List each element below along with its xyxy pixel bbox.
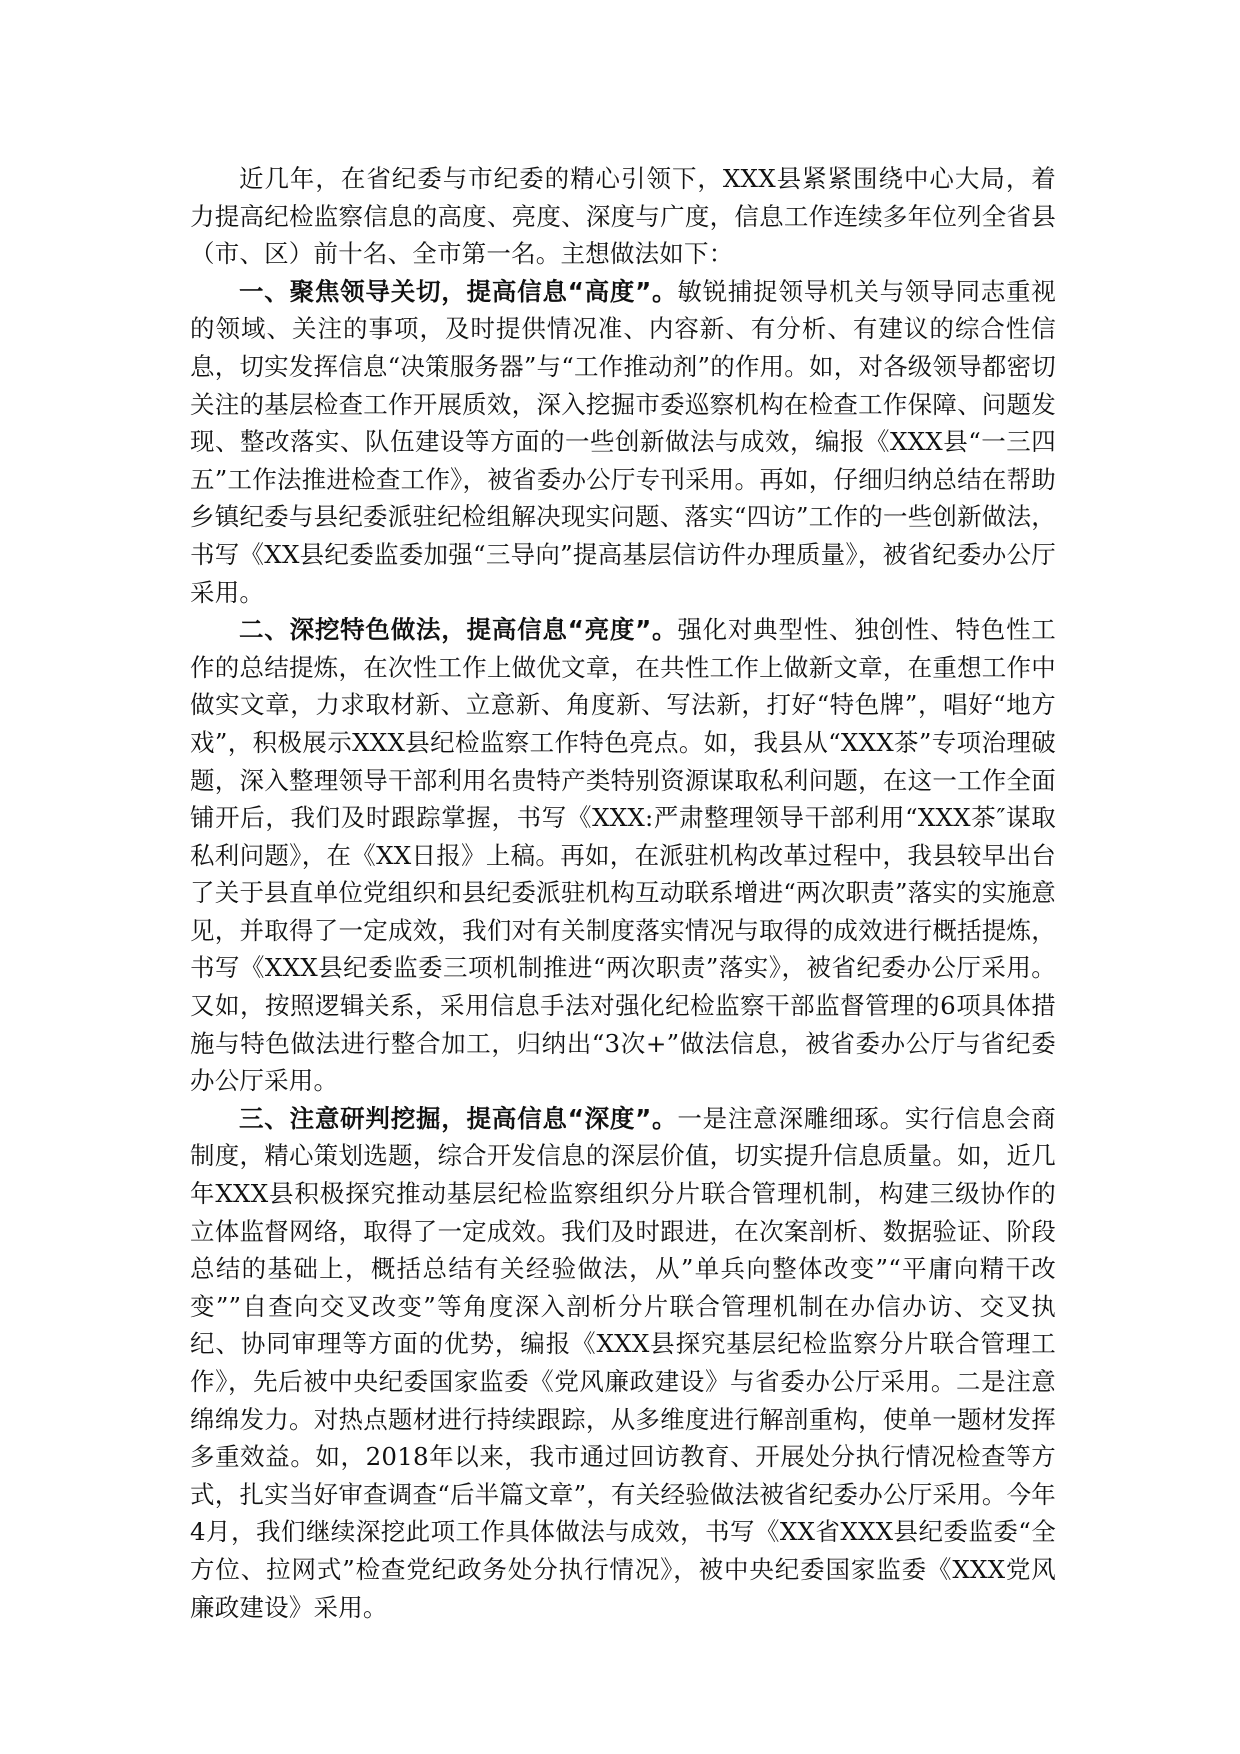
section-paragraph-3 xyxy=(190,1100,1056,1626)
section-paragraph-2 xyxy=(190,611,1056,1100)
intro-paragraph: 近几年，在省纪委与市纪委的精心引领下，XXX县紧紧围绕中心大局，着力提高纪检监察信息的高度、亮度、深度与广度，信息工作连续多年位列全省县（市、区）前十名、全市第一名。主想做法如下： xyxy=(190,164,1056,269)
section-body-1: 敏锐捕捉领导机关与领导同志重视的领域、关注的事项，及时提供情况准、内容新、有分析、有建议的综合性信息，切实发挥信息“决策服务器”与“工作推动剂”的作用。如，对各级领导都密切关注的基层检查工作开展质效，深入挖掘市委巡察机构在检查工作保障、问题发现、整改落实、队伍建设等方面的一些创新做法与成效，编报《XXX县“一三四五”工作法推进检查工作》，被省委办公厅专刊采用。再如，仔细归纳总结在帮助乡镇纪委与县纪委派驻纪检组解决现实问题、落实“四访”工作的一些创新做法，书写《XX县纪委监委加强“三导向”提高基层信访件办理质量》，被省纪委办公厅采用。 xyxy=(190,276,1057,607)
section-body-2: 强化对典型性、独创性、特色性工作的总结提炼，在次性工作上做优文章，在共性工作上做新文章，在重想工作中做实文章，力求取材新、立意新、角度新、写法新，打好“特色牌”，唱好“地方戏”，积极展示XXX县纪检监察工作特色亮点。如，我县从“XXX茶”专项治理破题，深入整理领导干部利用名贵特产类特别资源谋取私利问题，在这一工作全面铺开后，我们及时跟踪掌握，书写《XXX:严肃整理领导干部利用“XXX茶″谋取私利问题》，在《XX日报》上稿。再如，在派驻机构改革过程中，我县较早出台了关于县直单位党组织和县纪委派驻机构互动联系增进“两次职责”落实的实施意见，并取得了一定成效，我们对有关制度落实情况与取得的成效进行概括提炼，书写《XXX县纪委监委三项机制推进“两次职责”落实》，被省纪委办公厅采用。又如，按照逻辑关系，采用信息手法对强化纪检监察干部监督管理的6项具体措施与特色做法进行整合加工，归纳出“3次+”做法信息，被省委办公厅与省纪委办公厅采用。 xyxy=(190,615,1057,1096)
section-heading-3: 三、注意研判挖掘，提高信息“深度”。 xyxy=(239,1103,678,1133)
section-paragraph-1 xyxy=(190,273,1056,611)
section-heading-2: 二、深挖特色做法，提高信息“亮度”。 xyxy=(239,615,678,645)
section-body-3: 一是注意深雕细琢。实行信息会商制度，精心策划选题，综合开发信息的深层价值，切实提升信息质量。如，近几年XXX县积极探究推动基层纪检监察组织分片联合管理机制，构建三级协作的立体监督网络，取得了一定成效。我们及时跟进，在次案剖析、数据验证、阶段总结的基础上，概括总结有关经验做法，从”单兵向整体改变”“平庸向精干改变””自查向交叉改变”等角度深入剖析分片联合管理机制在办信办访、交叉执纪、协同审理等方面的优势，编报《XXX县探究基层纪检监察分片联合管理工作》，先后被中央纪委国家监委《党风廉政建设》与省委办公厅采用。二是注意绵绵发力。对热点题材进行持续跟踪，从多维度进行解剖重构，使单一题材发挥多重效益。如，2018年以来，我市通过回访教育、开展处分执行情况检查等方式，扎实当好审查调查“后半篇文章”，有关经验做法被省纪委办公厅采用。今年4月，我们继续深挖此项工作具体做法与成效，书写《XX省XXX县纪委监委“全方位、拉网式”检查党纪政务处分执行情况》，被中央纪委国家监委《XXX党风廉政建设》采用。 xyxy=(190,1103,1057,1622)
document-body xyxy=(190,160,1056,1626)
section-heading-1: 一、聚焦领导关切，提高信息“高度”。 xyxy=(239,276,678,306)
